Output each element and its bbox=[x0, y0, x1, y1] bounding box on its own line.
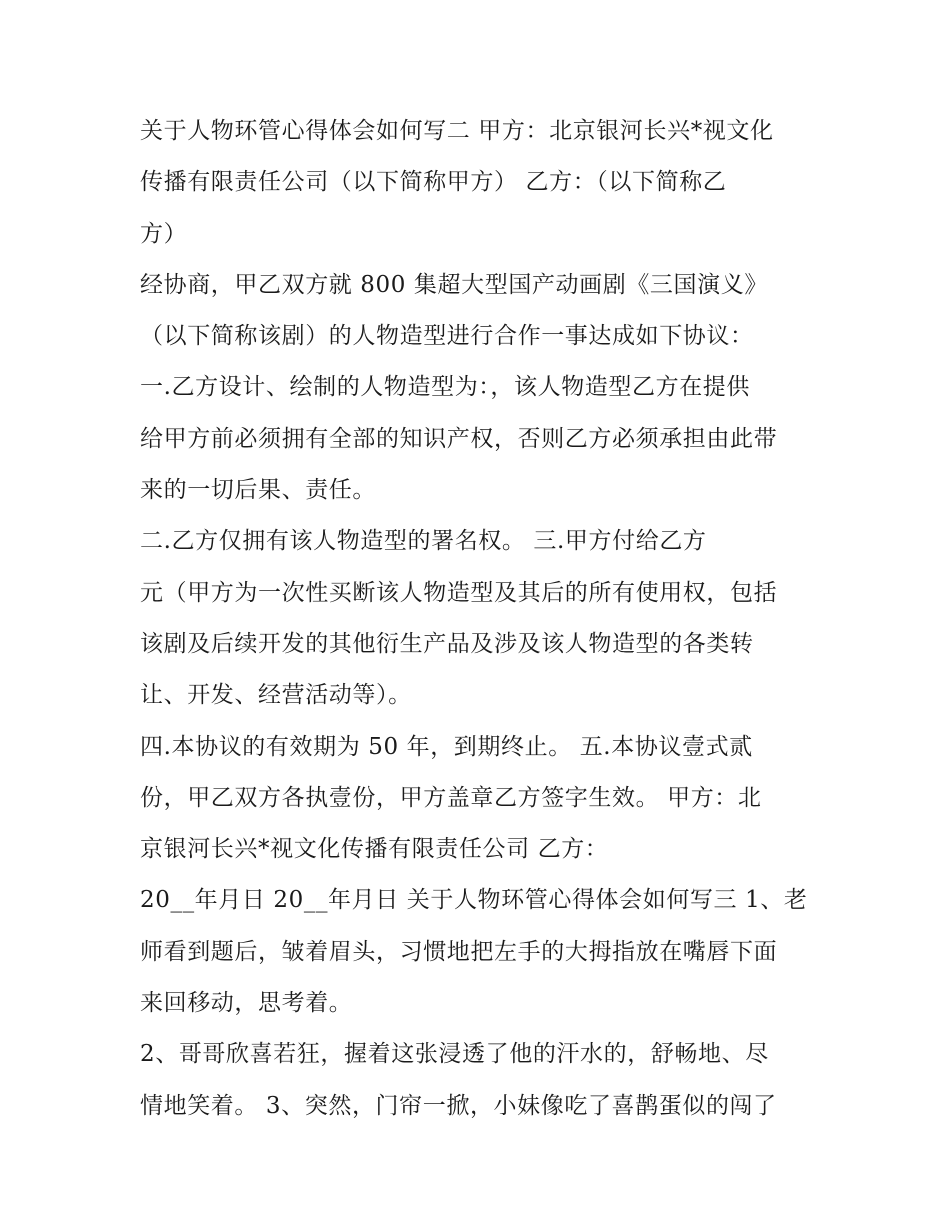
text-line: 师看到题后，皱着眉头，习惯地把左手的大拇指放在嘴唇下面 bbox=[140, 938, 778, 965]
text-line: 二.乙方仅拥有该人物造型的署名权。 三.甲方付给乙方 bbox=[140, 528, 707, 555]
text-line: 情地笑着。 3、突然，门帘一掀，小妹像吃了喜鹊蛋似的闯了 bbox=[140, 1092, 777, 1119]
text-line: 让、开发、经营活动等）。 bbox=[140, 682, 412, 709]
text-line: 给甲方前必须拥有全部的知识产权，否则乙方必须承担由此带 bbox=[140, 425, 778, 452]
text-line: 2、哥哥欣喜若狂，握着这张浸透了他的汗水的，舒畅地、尽 bbox=[140, 1041, 769, 1068]
text-line: 元（甲方为一次性买断该人物造型及其后的所有使用权，包括 bbox=[140, 579, 778, 606]
text-line: 该剧及后续开发的其他衍生产品及涉及该人物造型的各类转 bbox=[140, 630, 754, 657]
text-line: 一.乙方设计、绘制的人物造型为：，该人物造型乙方在提供 bbox=[140, 374, 751, 401]
document-body bbox=[140, 106, 820, 1132]
text-line: 20__年月日 20__年月日 关于人物环管心得体会如何写三 1、老 bbox=[140, 887, 808, 914]
text-line: 来的一切后果、责任。 bbox=[140, 477, 376, 504]
text-line: 份，甲乙双方各执壹份，甲方盖章乙方签字生效。 甲方：北 bbox=[140, 784, 762, 811]
text-line: 京银河长兴*视文化传播有限责任公司 乙方： bbox=[140, 836, 609, 863]
text-line: （以下简称该剧）的人物造型进行合作一事达成如下协议： bbox=[140, 323, 754, 350]
text-line: 经协商，甲乙双方就 800 集超大型国产动画剧《三国演义》 bbox=[140, 271, 768, 298]
text-line: 四.本协议的有效期为 50 年，到期终止。 五.本协议壹式贰 bbox=[140, 733, 753, 760]
text-line: 方） bbox=[140, 220, 188, 247]
text-line: 传播有限责任公司（以下简称甲方） 乙方：（以下简称乙 bbox=[140, 169, 727, 196]
text-line: 来回移动，思考着。 bbox=[140, 990, 353, 1017]
text-line: 关于人物环管心得体会如何写二 甲方：北京银河长兴*视文化 bbox=[140, 118, 774, 144]
